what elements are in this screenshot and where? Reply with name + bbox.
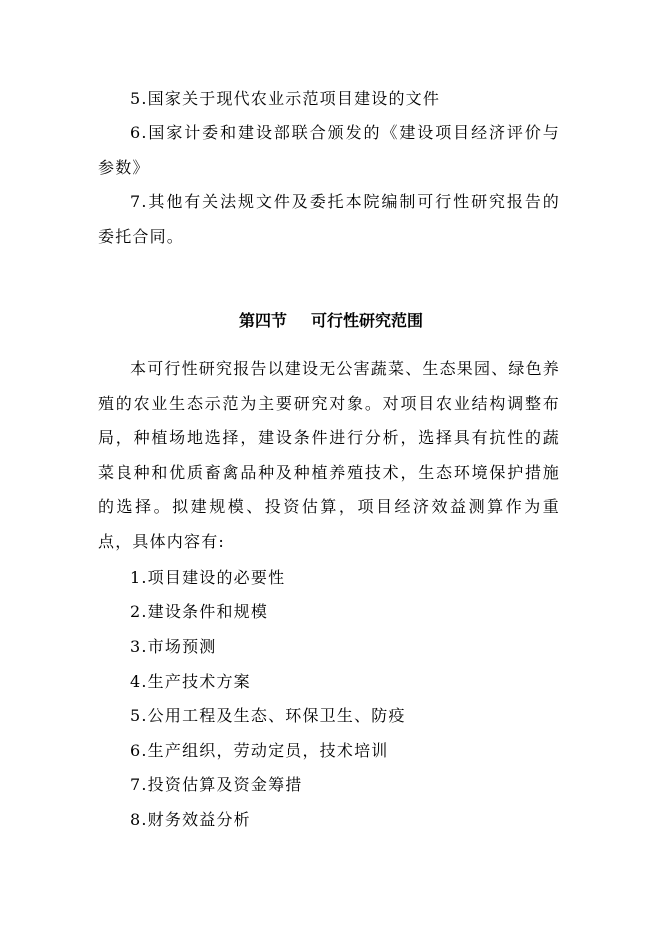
content-list-item: 4.生产技术方案: [130, 672, 251, 691]
section-heading: [0, 311, 662, 331]
section-title: 可行性研究范围: [311, 311, 424, 330]
reference-item-5: 5.国家关于现代农业示范项目建设的文件: [130, 89, 441, 108]
content-list-item: 1.项目建设的必要性: [130, 568, 286, 587]
reference-item-7: 7.其他有关法规文件及委托本院编制可行性研究报告的委托合同。: [98, 192, 560, 246]
content-list-item: 8.财务效益分析: [130, 810, 251, 829]
content-list-item: 5.公用工程及生态、环保卫生、防疫: [130, 706, 406, 725]
content-list-item: 7.投资估算及资金筹措: [130, 775, 303, 794]
content-list-item: 3.市场预测: [130, 637, 217, 656]
reference-item-6: 6.国家计委和建设部联合颁发的《建设项目经济评价与参数》: [98, 123, 560, 177]
content-list-item: 2.建设条件和规模: [130, 602, 269, 621]
section-number: 第四节: [238, 311, 287, 330]
content-list-item: 6.生产组织，劳动定员，技术培训: [130, 741, 389, 760]
intro-paragraph: 本可行性研究报告以建设无公害蔬菜、生态果园、绿色养殖的农业生态示范为主要研究对象。对项目农业结构调整布局，种植场地选择，建设条件进行分析，选择具有抗性的蔬菜良种和优质畜禽品种及种植养殖技术，生态环境保护措施的选择。拟建规模、投资估算，项目经济效益测算作为重点，具体内容有:: [98, 359, 561, 551]
